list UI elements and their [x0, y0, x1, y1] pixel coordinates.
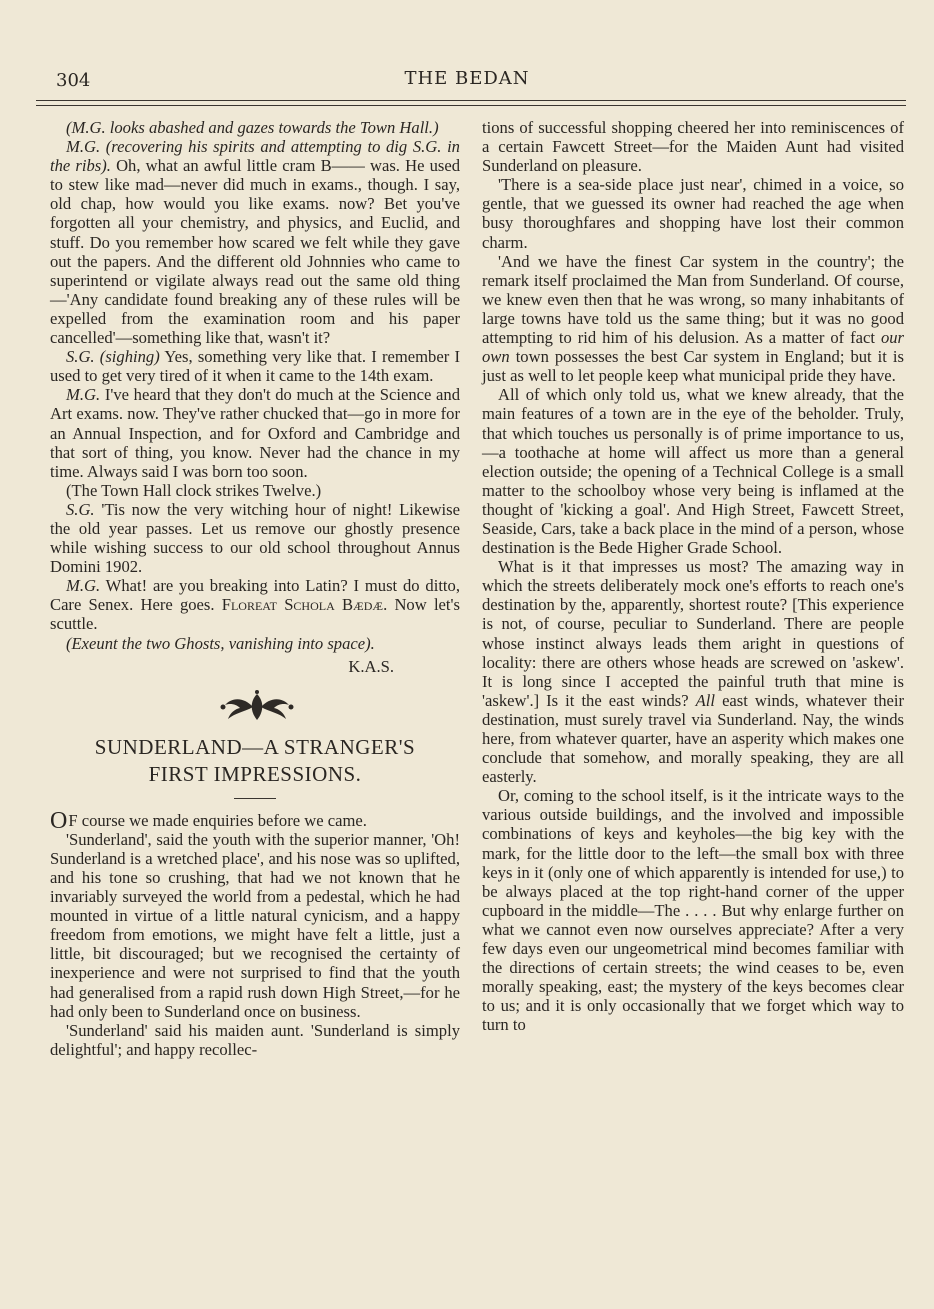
page-number: 304 [56, 70, 91, 91]
body-paragraph: What is it that impresses us most? The amazing way in which the streets deliberately mock one's efforts to reach one's destination by the, apparently, shortest route? [This experience is not, of course, peculiar to Sunderland. There are people whose instinct always leads them aright in questions of locality: there are others whose heads are screwed on 'askew'. It is long since I accepted the painful truth that mine is 'askew'.] Is it the east winds? All east winds, whatever their destination, must surely travel via Sunderland. Nay, the winds here, from whatever quarter, have an asperity which makes one conclude that somehow, and morally speaking, they are all easterly. [482, 557, 904, 787]
header-rule [36, 100, 906, 101]
running-head-title: THE BEDAN [404, 68, 530, 89]
dialogue-paragraph: M.G. What! are you breaking into Latin? I must do ditto, Care Senex. Here goes. Floreat Schola Bædæ. Now let's scuttle. [50, 576, 460, 634]
header-rule [36, 105, 906, 106]
stage-direction: (The Town Hall clock strikes Twelve.) [66, 480, 322, 500]
body-paragraph: 'And we have the finest Car system in the country'; the remark itself proclaimed the Man from Sunderland. Of course, we knew even then that he was wrong, so many inhabitants of large towns have told us the same thing; but it was no good attempting to rid him of his delusion. As a matter of fact our own town possesses the best Car system in England; but it is just as well to let people keep what municipal pride they have. [482, 251, 904, 386]
body-paragraph: All of which only told us, what we knew already, that the main features of a town are in the eye of the beholder. Truly, that which touches us personally is of prime importance to us,—a toothache at home will affect us more than a general election outside; the opening of a Technical College is a small matter to the schoolboy whose very being is inflamed at the thought of 'kicking a goal'. And High Street, Fawcett Street, Seaside, Cars, take a back place in the mind of a person, whose destination is the Bede Higher Grade School. [482, 385, 904, 558]
body-paragraph: 'Sunderland' said his maiden aunt. 'Sunderland is simply delightful'; and happy recollec- [50, 1020, 460, 1059]
right-column [482, 118, 904, 1035]
ornament-icon [220, 690, 294, 724]
stage-direction: (Exeunt the two Ghosts, vanishing into space). [66, 633, 375, 653]
body-paragraph: 'Sunderland', said the youth with the superior manner, 'Oh! Sunderland is a wretched place', and his nose was so uplifted, and his tone so crushing, that had we not known that he invariably surveyed the world from a pedestal, which he had mounted in virtue of a little natural cynicism, and a happy freedom from emotions, we might have felt a little, just a little, bit discouraged; but we recognised the certainty of inexperience and were not surprised to find that the youth had generalised from a rapid rush down High Street,—for he had only been to Sunderland once on business. [50, 829, 460, 1021]
body-paragraph: Or, coming to the school itself, is it the intricate ways to the various outside buildings, and the involved and impossible combinations of keys and keyholes—the big key with the mark, for the little door to the left—the small box with three keys in it (only one of which apparently is intended for use,) to be always placed at the top right-hand corner of the upper cupboard in the middle—The . . . . But why enlarge further on what we cannot even now ourselves appreciate? After a very few days even our ungeometrical mind becomes familiar with the directions of certain streets; the wind ceases to be, even morally speaking, east; the mystery of the keys becomes clear to us; and it is only occasionally that we forget which way to turn to [482, 786, 904, 1035]
body-paragraph: tions of successful shopping cheered her into reminiscences of a certain Fawcett Street—for the Maiden Aunt had visited Sunderland on pleasure. [482, 118, 904, 176]
author-signature: K.A.S. [348, 656, 394, 676]
dialogue-paragraph: S.G. 'Tis now the very witching hour of night! Likewise the old year passes. Let us remove our ghostly presence while wishing success to our old school throughout Annus Domini 1902. [50, 499, 460, 577]
dialogue-paragraph: M.G. (recovering his spirits and attempting to dig S.G. in the ribs). Oh, what an awful little cram B—— was. He used to stew like mad—never did much in exams., though. I say, old chap, how would you like exams. now? Bet you've forgotten all your chemistry, and physics, and Euclid, and stuff. Do you remember how scared we felt while they gave out the papers. And the different old Johnnies who came to superintend or vigilate always read out the same old thing—'Any candidate found breaking any of these rules will be expelled from the examination room and his paper cancelled'—something like that, wasn't it? [50, 137, 460, 348]
dialogue-paragraph: S.G. (sighing) Yes, something very like that. I remember I used to get very tired of it when it came to the 14th exam. [50, 347, 460, 386]
left-column [50, 118, 460, 1059]
body-paragraph: 'There is a sea-side place just near', chimed in a voice, so gentle, that we guessed its owner had reached the age when busy thoroughfares and shopping have lost their common charm. [482, 175, 904, 252]
opening-paragraph: OF course we made enquiries before we came. [50, 807, 367, 834]
dialogue-paragraph: M.G. I've heard that they don't do much at the Science and Art exams. now. They've rather chucked that—go in more for an Annual Inspection, and for Oxford and Cambridge and that sort of thing, you know. Never had the chance in my time. Always said I was born too soon. [50, 385, 460, 481]
stage-direction: (M.G. looks abashed and gazes towards the Town Hall.) [66, 118, 439, 137]
heading-divider [234, 798, 276, 799]
article-heading: SUNDERLAND—A STRANGER'S FIRST IMPRESSIONS. [94, 734, 416, 786]
drop-cap: O [50, 807, 68, 834]
